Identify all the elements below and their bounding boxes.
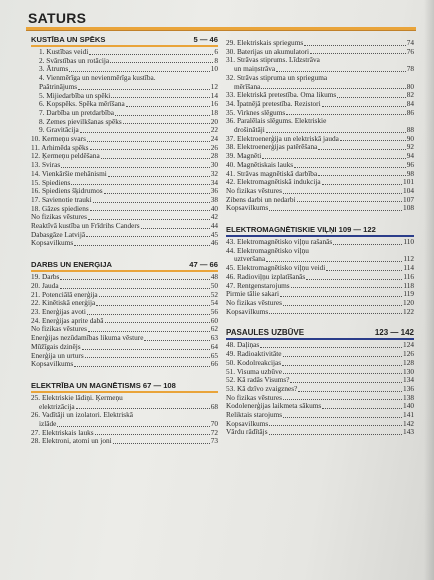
toc-entry-label: 41. Strāvas magnētiskā darbība: [226, 168, 318, 178]
toc-entry-label: 40. Magnētiskais lauks: [226, 159, 294, 169]
toc-leader-dots: [298, 391, 402, 392]
toc-entry-page: 12: [210, 81, 218, 91]
toc-entry-page: 20: [210, 116, 218, 126]
toc-entry-label: mērīšana: [234, 81, 261, 91]
toc-entry-label: 3. Ātrums: [39, 64, 69, 74]
toc-entry-page: 90: [406, 133, 414, 143]
toc-entry-label: 16. Spiediens šķidrumos: [31, 186, 103, 196]
spacer: [226, 213, 414, 225]
toc-entry-label: 50. Kodolreakcijas: [226, 357, 282, 367]
section-heading: [31, 35, 218, 45]
toc-entry-page: 98: [406, 168, 414, 178]
toc-entry: [226, 428, 414, 437]
toc-entry-label: 37. Elektroenerģija un elektriskā jauda: [226, 133, 339, 143]
toc-entry-label: 38. Elektroenerģijas patērēšana: [226, 142, 318, 152]
toc-leader-dots: [126, 106, 210, 107]
toc-entry-label: 19. Darbs: [31, 272, 60, 282]
toc-leader-dots: [104, 193, 210, 194]
toc-entry-page: 130: [403, 366, 414, 376]
toc-leader-dots: [60, 288, 210, 289]
toc-leader-dots: [115, 115, 210, 116]
section-heading-title: DARBS UN ENERĢIJA: [31, 260, 113, 270]
toc-entry-page: 68: [210, 401, 218, 411]
toc-entry-page: 88: [406, 125, 414, 135]
toc-entry-label: Enerģijas nezūdamības likuma vēsture: [31, 333, 144, 343]
toc-leader-dots: [57, 426, 209, 427]
toc-entry-label: No fizikas vēstures: [226, 297, 282, 307]
section-elektriba: [31, 381, 218, 446]
toc-entry-label: 7. Darbība un pretdarbība: [39, 107, 114, 117]
toc-entry-page: 26: [210, 142, 218, 152]
spacer: [226, 316, 414, 328]
toc-leader-dots: [276, 71, 406, 72]
toc-entry-page: 124: [403, 340, 414, 350]
toc-entry-page: 66: [210, 359, 218, 369]
toc-entry-page: 8: [214, 55, 218, 65]
toc-entry-label: 34. Īpatnējā pretestība. Rezistori: [226, 98, 321, 108]
toc-leader-dots: [96, 305, 209, 306]
section-darbs: [31, 260, 218, 369]
toc-list: [226, 341, 414, 437]
toc-entry: [226, 204, 414, 213]
toc-entry-page: 143: [403, 427, 414, 437]
toc-entry-label: 48. Daļiņas: [226, 340, 260, 350]
toc-entry-page: 60: [210, 315, 218, 325]
toc-entry-label: Paātrinājums: [39, 81, 78, 91]
toc-entry-page: 6: [214, 47, 218, 56]
toc-entry-label: No fizikas vēstures: [226, 392, 282, 402]
toc-entry-label: 25. Elektriskie lādiņi. Ķermeņu: [31, 392, 123, 402]
toc-entry-page: 136: [403, 383, 414, 393]
toc-leader-dots: [105, 322, 210, 323]
toc-entry-page: 78: [406, 64, 414, 74]
section-rule: [31, 270, 218, 272]
toc-leader-dots: [310, 53, 406, 54]
toc-entry-label: Kopsavilkums: [226, 418, 269, 428]
toc-entry-label: Kodolenerģijas laikmeta sākums: [226, 401, 322, 411]
toc-entry-page: 118: [403, 280, 414, 290]
toc-leader-dots: [144, 340, 209, 341]
toc-leader-dots: [90, 210, 210, 211]
toc-entry-label: 21. Potenciālā enerģija: [31, 289, 98, 299]
toc-leader-dots: [282, 365, 402, 366]
section-elektromagnetiskie: [226, 225, 414, 316]
toc-entry-label: Enerģija un urturs: [31, 350, 84, 360]
toc-entry-page: 48: [210, 272, 218, 282]
toc-entry-label: 15. Spiediens: [31, 177, 71, 187]
toc-leader-dots: [108, 176, 210, 177]
toc-entry-page: 52: [210, 289, 218, 299]
toc-entry-page: 101: [403, 177, 414, 187]
toc-entry-label: 42. Elektromagnētiskā indukcija: [226, 177, 321, 187]
toc-entry-page: 70: [210, 419, 218, 429]
toc-entry-page: 16: [210, 99, 218, 109]
toc-leader-dots: [286, 114, 405, 115]
spacer: [31, 369, 218, 381]
toc-entry-label: 27. Elektriskais lauks: [31, 427, 94, 437]
toc-entry-label: 39. Magnēti: [226, 151, 262, 161]
toc-leader-dots: [90, 149, 210, 150]
toc-leader-dots: [99, 296, 210, 297]
toc-entry-label: 20. Jauda: [31, 280, 59, 290]
toc-entry-page: 44: [210, 221, 218, 231]
toc-leader-dots: [306, 279, 402, 280]
toc-entry-page: 82: [406, 90, 414, 100]
toc-leader-dots: [80, 132, 210, 133]
toc-leader-dots: [280, 296, 402, 297]
toc-entry-page: 30: [210, 160, 218, 170]
toc-entry-label: Kopsavilkums: [226, 306, 269, 316]
toc-entry-label: Kopsavilkums: [31, 238, 74, 248]
page-edge-shadow: [424, 0, 434, 580]
toc-entry-page: 80: [406, 81, 414, 91]
toc-entry-label: No fizikas vēstures: [226, 185, 282, 195]
toc-entry-page: 104: [403, 185, 414, 195]
toc-entry: [31, 360, 218, 369]
toc-entry-page: 134: [403, 375, 414, 385]
toc-leader-dots: [95, 434, 210, 435]
section-kustiba: [31, 35, 218, 248]
toc-entry: [31, 437, 218, 446]
toc-entry: [31, 239, 218, 248]
toc-entry-page: 128: [403, 357, 414, 367]
toc-entry-label: 35. Virknes slēgums: [226, 107, 286, 117]
toc-entry-page: 94: [406, 151, 414, 161]
toc-entry-page: 107: [403, 194, 414, 204]
toc-entry-label: 22. Kinētiskā enerģija: [31, 298, 96, 308]
toc-entry-page: 10: [210, 64, 218, 74]
toc-entry-page: 28: [210, 151, 218, 161]
toc-leader-dots: [60, 279, 209, 280]
toc-entry-page: 138: [403, 392, 414, 402]
toc-leader-dots: [322, 408, 402, 409]
toc-entry-label: Kopsavilkums: [31, 359, 74, 369]
spacer: [31, 248, 218, 260]
toc-leader-dots: [297, 201, 403, 202]
toc-list: [226, 238, 414, 316]
toc-entry-label: izlāde: [39, 419, 57, 429]
toc-entry-label: 30. Baterijas un akumulatori: [226, 46, 310, 56]
toc-entry-label: Vārdu rādītājs: [226, 427, 268, 437]
toc-leader-dots: [337, 97, 405, 98]
toc-leader-dots: [111, 97, 209, 98]
toc-entry-page: 72: [210, 427, 218, 437]
toc-leader-dots: [269, 425, 402, 426]
toc-list: [31, 394, 218, 446]
toc-entry-page: 40: [210, 203, 218, 213]
toc-entry-label: 44. Elektromagnētisko viļņu: [226, 245, 309, 255]
toc-entry-page: 18: [210, 107, 218, 117]
toc-entry-page: 24: [210, 134, 218, 144]
toc-leader-dots: [262, 158, 405, 159]
toc-leader-dots: [86, 236, 210, 237]
toc-list: [31, 273, 218, 369]
toc-entry-label: 1. Kustības veidi: [39, 47, 89, 56]
toc-entry-label: 29. Elektriskais spriegums: [226, 38, 304, 47]
toc-entry-label: 13. Sviras: [31, 160, 61, 170]
toc-leader-dots: [61, 167, 210, 168]
toc-entry-page: 96: [406, 159, 414, 169]
toc-entry-label: Dabasgāze Latvijā: [31, 229, 86, 239]
section-heading: [31, 260, 218, 270]
toc-entry-label: 8. Zemes pievilkšanas spēks: [39, 116, 122, 126]
title-underline-shadow: [26, 30, 416, 31]
toc-entry-label: 26. Vadītāji un izolatori. Elektriskā: [31, 410, 133, 420]
toc-entry-label: 18. Gāzes spiediens: [31, 203, 89, 213]
toc-leader-dots: [283, 417, 402, 418]
toc-entry-page: 56: [210, 306, 218, 316]
toc-entry-label: un maiņstrāva: [234, 64, 276, 74]
toc-entry-label: 46. Radioviļņu izplatīšanās: [226, 271, 306, 281]
toc-leader-dots: [304, 45, 405, 46]
toc-leader-dots: [74, 245, 210, 246]
toc-leader-dots: [78, 89, 210, 90]
toc-entry-label: 33. Elektriskā pretestība. Oma likums: [226, 90, 337, 100]
toc-entry-page: 86: [406, 107, 414, 117]
toc-entry-page: 126: [403, 349, 414, 359]
toc-list: [226, 39, 414, 213]
toc-entry-label: 51. Visuma uzbūve: [226, 366, 282, 376]
toc-entry-page: 73: [210, 436, 218, 446]
toc-leader-dots: [87, 314, 210, 315]
toc-leader-dots: [88, 219, 210, 220]
toc-leader-dots: [82, 349, 210, 350]
toc-entry-label: No fizikas vēstures: [31, 212, 87, 222]
left-column: [31, 35, 218, 446]
toc-leader-dots: [318, 175, 406, 176]
toc-entry-label: Mūžīgais dzinējs: [31, 341, 81, 351]
toc-entry-label: 28. Elektroni, atomi un joni: [31, 436, 112, 446]
section-heading-title: PASAULES UZBŪVE: [226, 328, 305, 338]
toc-entry-page: 22: [210, 125, 218, 135]
toc-entry-label: 14. Vienkāršie mehānismi: [31, 168, 107, 178]
toc-entry-label: 52. Kā radās Visums?: [226, 375, 290, 385]
toc-leader-dots: [123, 123, 210, 124]
toc-entry-page: 116: [403, 271, 414, 281]
toc-entry-label: Pirmie tālie sakari: [226, 289, 280, 299]
toc-leader-dots: [326, 270, 402, 271]
toc-entry-page: 140: [403, 401, 414, 411]
toc-entry-page: 45: [210, 229, 218, 239]
toc-leader-dots: [76, 408, 210, 409]
toc-leader-dots: [291, 287, 403, 288]
toc-leader-dots: [261, 88, 405, 89]
toc-leader-dots: [294, 167, 406, 168]
toc-leader-dots: [74, 366, 210, 367]
toc-entry-label: Zibens darbi un nedarbi: [226, 194, 296, 204]
toc-entry-label: elektrizācija: [39, 401, 75, 411]
toc-entry-label: 11. Arhimēda spēks: [31, 142, 89, 152]
toc-entry-page: 62: [210, 324, 218, 334]
toc-leader-dots: [290, 382, 402, 383]
toc-leader-dots: [283, 356, 403, 357]
toc-entry-page: 54: [210, 298, 218, 308]
toc-leader-dots: [283, 373, 402, 374]
section-heading-pages: 123 — 142: [374, 328, 414, 338]
toc-leader-dots: [101, 158, 210, 159]
toc-entry-label: Kopsavilkums: [226, 203, 269, 213]
toc-leader-dots: [283, 399, 402, 400]
toc-entry-page: 119: [403, 289, 414, 299]
toc-leader-dots: [71, 184, 209, 185]
toc-entry-page: 34: [210, 177, 218, 187]
toc-entry-page: 120: [403, 297, 414, 307]
toc-entry-page: 14: [210, 90, 218, 100]
toc-entry-page: 36: [210, 186, 218, 196]
section-heading-title: KUSTĪBA UN SPĒKS: [31, 35, 106, 44]
section-heading: [226, 328, 414, 338]
toc-leader-dots: [69, 71, 210, 72]
toc-entry-label: uztveršana: [234, 254, 266, 264]
toc-entry-label: 36. Paralēlais slēgums. Elektriskie: [226, 116, 327, 126]
toc-entry-label: No fizikas vēstures: [31, 324, 87, 334]
toc-entry-label: Reaktīvā kustība un Frīdrihs Canders: [31, 221, 140, 231]
toc-leader-dots: [340, 140, 406, 141]
toc-entry-label: drošinātāji: [234, 125, 265, 135]
toc-entry-page: 42: [210, 212, 218, 222]
section-heading: [226, 225, 414, 235]
toc-leader-dots: [266, 261, 402, 262]
toc-entry-label: 5. Mijiedarbība un spēki: [39, 90, 111, 100]
toc-entry-label: Reliktais starojums: [226, 410, 283, 420]
toc-leader-dots: [269, 434, 403, 435]
section-heading-pages: 5 — 46: [193, 35, 218, 44]
toc-entry-page: 108: [403, 203, 414, 213]
toc-entry: [31, 273, 218, 282]
toc-leader-dots: [89, 54, 213, 55]
toc-entry-page: 64: [210, 341, 218, 351]
toc-leader-dots: [88, 331, 210, 332]
toc-entry-label: 4. Vienmērīga un nevienmērīga kustība.: [39, 73, 156, 83]
section-heading-title: ELEKTRĪBA UN MAGNĒTISMS 67 — 108: [31, 380, 176, 390]
toc-entry: [226, 308, 414, 317]
toc-entry-label: 47. Rentgenstarojums: [226, 280, 290, 290]
toc-entry-page: 65: [210, 350, 218, 360]
toc-leader-dots: [85, 357, 210, 358]
right-column: [226, 39, 414, 437]
toc-entry-label: 43. Elektromagnētisko viļņu rašanās: [226, 237, 333, 247]
toc-leader-dots: [87, 141, 210, 142]
section-heading-pages: 47 — 66: [189, 260, 218, 270]
toc-leader-dots: [269, 313, 402, 314]
toc-entry-page: 63: [210, 333, 218, 343]
toc-entry-label: 6. Kopspēks. Spēka mērīšana: [39, 99, 125, 109]
toc-entry-label: 10. Kermeņu svars: [31, 134, 86, 144]
toc-entry-page: 38: [210, 194, 218, 204]
toc-leader-dots: [113, 443, 210, 444]
toc-entry-page: 122: [403, 306, 414, 316]
toc-entry-label: 49. Radioaktivitāte: [226, 349, 282, 359]
toc-entry-label: 12. Ķermeņu peldēšana: [31, 151, 100, 161]
toc-entry-page: 112: [403, 254, 414, 264]
toc-leader-dots: [266, 132, 406, 133]
toc-entry-page: 84: [406, 98, 414, 108]
toc-leader-dots: [93, 202, 210, 203]
toc-leader-dots: [141, 228, 210, 229]
toc-entry-label: 53. Kā dzīvo zvaigznes?: [226, 383, 298, 393]
toc-entry-label: 31. Strāvas stiprums. Līdzstrāva: [226, 55, 320, 65]
toc-entry-page: 114: [403, 263, 414, 273]
toc-entry-label: 45. Elektromagnētisko viļņu veidi: [226, 263, 326, 273]
toc-entry-page: 50: [210, 280, 218, 290]
toc-entry: [31, 411, 218, 420]
toc-entry-page: 76: [406, 46, 414, 56]
toc-list: [31, 48, 218, 248]
toc-leader-dots: [333, 244, 402, 245]
toc-leader-dots: [269, 210, 402, 211]
toc-leader-dots: [318, 149, 405, 150]
toc-entry-page: 74: [406, 38, 414, 47]
toc-leader-dots: [322, 106, 406, 107]
toc-leader-dots: [110, 62, 213, 63]
toc-entry-label: 9. Gravitācija: [39, 125, 79, 135]
toc-entry-page: 46: [210, 238, 218, 248]
toc-entry-page: 142: [403, 418, 414, 428]
toc-entry-label: 17. Savienotie trauki: [31, 194, 92, 204]
toc-entry-label: 32. Strāvas stipruma un sprieguma: [226, 72, 328, 82]
page-title: SATURS: [28, 10, 87, 26]
toc-entry-label: 24. Enerģijas aprite dabā: [31, 315, 104, 325]
section-heading-title: ELEKTROMAGNĒTISKIE VIĻŅI 109 — 122: [226, 225, 376, 235]
toc-leader-dots: [283, 193, 402, 194]
toc-entry-label: 23. Enerģijas avoti: [31, 306, 86, 316]
section-pasaules-uzbuve: [226, 328, 414, 437]
toc-leader-dots: [283, 305, 402, 306]
toc-entry-page: 32: [210, 168, 218, 178]
toc-entry-page: 110: [403, 237, 414, 247]
toc-leader-dots: [322, 184, 402, 185]
toc-leader-dots: [260, 347, 402, 348]
section-heading: [31, 381, 218, 391]
toc-entry-page: 141: [403, 410, 414, 420]
toc-entry-label: 2. Svārstības un rotācija: [39, 55, 110, 65]
toc-entry-page: 92: [406, 142, 414, 152]
